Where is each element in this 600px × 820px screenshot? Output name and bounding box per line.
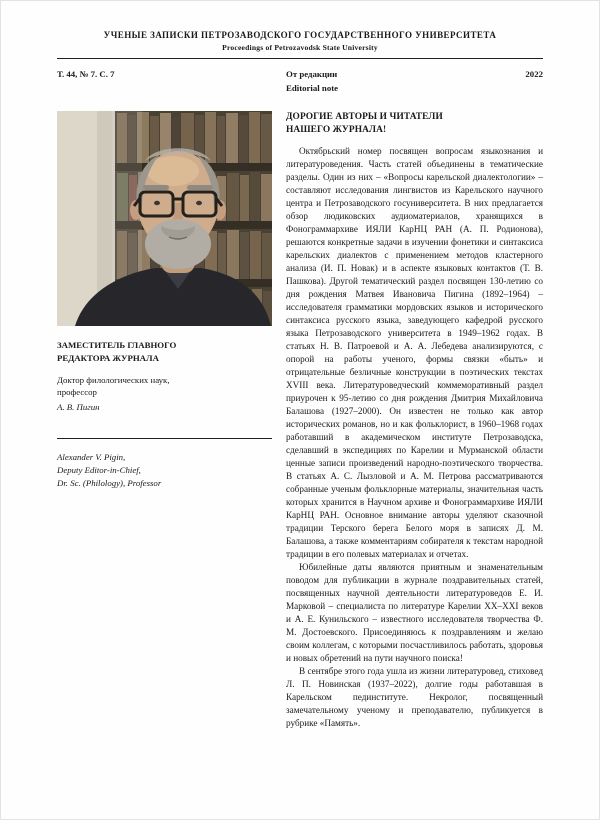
editor-credentials-en <box>57 451 272 491</box>
section-title <box>286 69 338 93</box>
editorial-paragraph-3: В сентябре этого года ушла из жизни литературовед, стиховед Л. П. Новинская (1937–2022), долгие годы работавшая в Карельском пединституте. Некролог, посвященный замечательному ученому и преподавателю, публикуется в рубрике «Память». <box>286 666 543 729</box>
editor-name-ru: А. В. Пигин <box>57 402 100 412</box>
masthead-rule <box>57 58 543 59</box>
portrait-illustration <box>57 111 272 326</box>
author-column <box>57 111 272 730</box>
editor-credentials-ru <box>57 374 272 414</box>
editor-rank-ru: профессор <box>57 387 97 398</box>
editorial-paragraph-2: Юбилейные даты являются приятным и знаменательным поводом для публикации в журнале поздравительных статей, посвященных научной деятельности литературоведов Е. И. Марковой – специалиста по литературе Карелии XX–XXI веков и А. Е. Кунильского – известного исследователя творчества Ф. М. Достоевского. Присоединяюсь к поздравлениям и желаю своим коллегам, с которыми посчастливилось работать, здоровья и новых обретений на пути научного поиска! <box>286 562 543 664</box>
editor-degree-en: Dr. Sc. (Philology), Professor <box>57 478 162 489</box>
author-block-divider <box>57 438 272 439</box>
article-heading-line1: ДОРОГИЕ АВТОРЫ И ЧИТАТЕЛИ <box>286 112 443 122</box>
editorial-paragraph-1: Октябрьский номер посвящен вопросам языкознания и литературоведения. Часть статей объединены в тематические разделы. Один из них – «Вопросы карельской диалектологии» – составляют исследования лингвистов из Карельского научного центра и Петрозаводского госуниверситета. В них предлагается обзор людиковских аудиоматериалов, хранящихся в Фонограммархиве ИЯЛИ КарНЦ РАН (А. П. Родионова), решаются конкретные задачи в изучении фонетики и синтаксиса карельских диалектов с применением методов кластерного анализа (И. П. Новак) и в аспекте языковых контактов (Т. В. Пашкова). Другой тематический раздел посвящен 130-летию со дня рождения Матвея Ивановича Пигина (1892–1964) – исследователя грамматики мордовских языков и исторического синтаксиса русского языка, заведующего кафедрой русского языка Петрозаводского университета в 1949–1962 годах. В статьях Н. В. Патроевой и А. А. Лебедева анализируются, с опорой на работы ученого, формы связки «быть» и отрицательные безличные конструкции в поэтических текстах XVIII века. Литературоведческий коммеморативный раздел приурочен к 95-летию со дня рождения Дмитрия Михайловича Балашова (1927–2000). Он известен не только как автор исторических романов, но и как фольклорист, в 1960–1968 годах работавший в академическом институте Петрозаводска, сделавший в экспедициях по Карелии и Мурманской области ценные записи произведений народно-поэтического творчества. В статьях А. С. Лызловой и А. М. Петрова рассматриваются собранные ученым фольклорные материалы, значительная часть которых хранится в Научном архиве и Фонограммархиве ИЯЛИ КарНЦ РАН. Основное внимание авторы уделяют сказочной традиции Терского берега Белого моря в записях Д. М. Балашова, а также комментариям собирателя к текстам народной традиции в его полевых материалах и отчетах. <box>286 146 543 560</box>
journal-title-ru: УЧЕНЫЕ ЗАПИСКИ ПЕТРОЗАВОДСКОГО ГОСУДАРСТВЕННОГО УНИВЕРСИТЕТА <box>103 30 497 40</box>
editor-role-en: Deputy Editor-in-Chief, <box>57 464 141 475</box>
masthead <box>57 30 543 97</box>
editorial-column <box>286 111 543 730</box>
article-heading-line2: НАШЕГО ЖУРНАЛА! <box>286 124 387 135</box>
article-heading <box>286 111 543 136</box>
editor-role-ru: ЗАМЕСТИТЕЛЬ ГЛАВНОГО РЕДАКТОРА ЖУРНАЛА <box>57 340 177 363</box>
volume-pages: Т. 44, № 7. С. 7 <box>57 69 115 79</box>
page-columns <box>57 111 543 730</box>
section-title-en: Editorial note <box>286 83 339 93</box>
editor-degree-ru: Доктор филологических наук, <box>57 374 170 385</box>
issue-meta <box>57 69 543 97</box>
issue-year: 2022 <box>525 69 543 79</box>
journal-title-en: Proceedings of Petrozavodsk State University <box>222 43 378 52</box>
section-title-ru: От редакции <box>286 69 338 79</box>
editor-portrait-photo <box>57 111 272 326</box>
editor-name-en: Alexander V. Pigin, <box>57 451 126 462</box>
